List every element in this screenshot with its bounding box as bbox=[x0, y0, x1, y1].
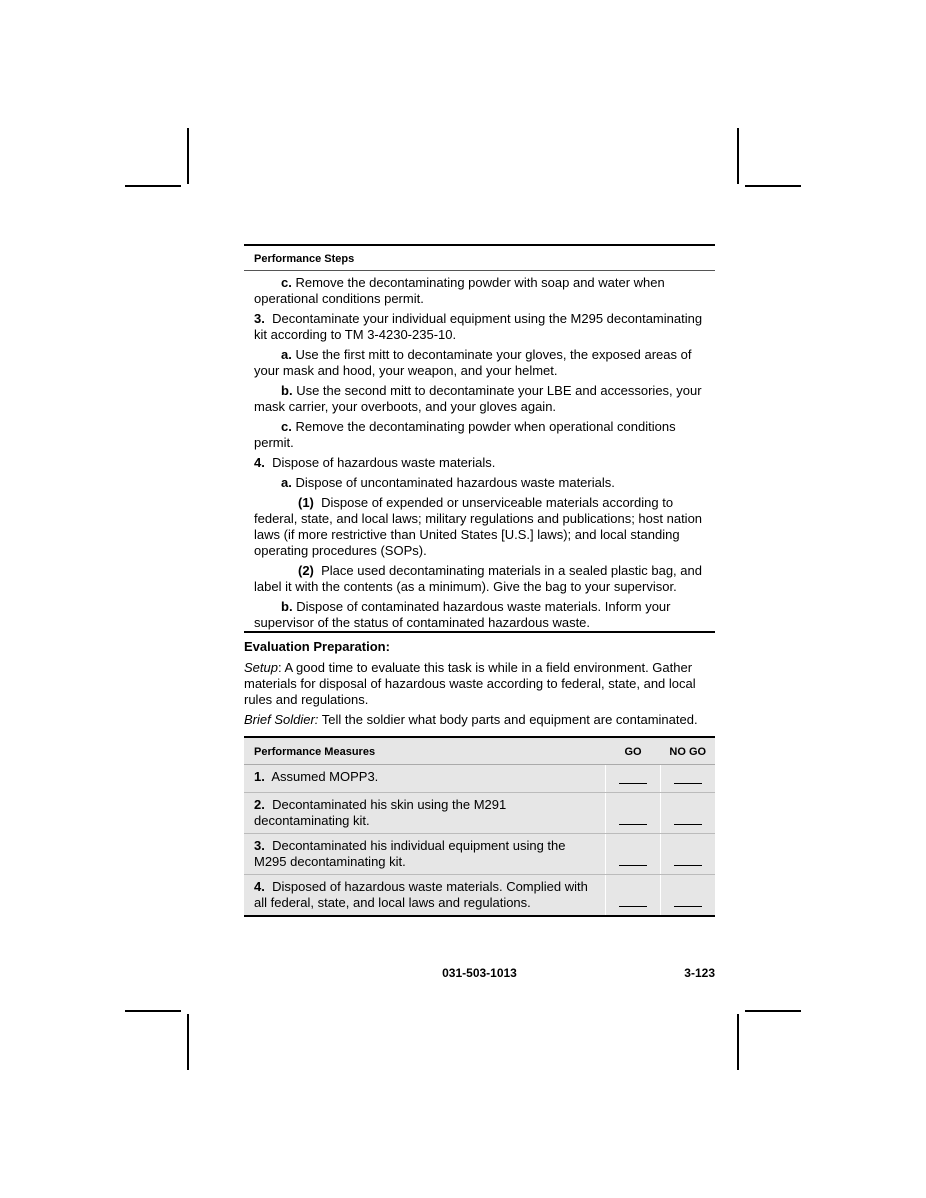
evaluation-brief-soldier: Brief Soldier: Tell the soldier what body parts and equipment are contaminated. bbox=[244, 712, 698, 727]
step-4: 4. Dispose of hazardous waste materials. bbox=[254, 455, 496, 470]
crop-mark-top-right-vertical bbox=[737, 128, 739, 184]
table-row bbox=[244, 765, 715, 793]
measure-text: 3. Decontaminated his individual equipment using the M295 decontaminating kit. bbox=[244, 834, 606, 875]
page-content bbox=[244, 244, 715, 917]
crop-mark-top-right-horizontal bbox=[745, 185, 801, 187]
go-blank[interactable] bbox=[606, 875, 661, 917]
performance-measures-header: Performance Measures bbox=[244, 737, 606, 765]
evaluation-setup: Setup: A good time to evaluate this task is while in a field environment. Gather materials for disposal of hazardous waste according to federal, state, and local rules and regulations. bbox=[244, 660, 696, 707]
nogo-header: NO GO bbox=[661, 737, 716, 765]
table-row bbox=[244, 834, 715, 875]
step-4a-1: (1) Dispose of expended or unserviceable materials according to federal, state, and local laws; military regulations and publications; host nation laws (if more restrictive than United States [U.S.] laws); and local standing operating procedures (SOPs). bbox=[254, 495, 703, 558]
page-number: 3-123 bbox=[684, 966, 715, 980]
go-blank[interactable] bbox=[606, 834, 661, 875]
nogo-blank[interactable] bbox=[661, 765, 716, 793]
crop-mark-bottom-left-horizontal bbox=[125, 1010, 181, 1012]
step-3c: c. Remove the decontaminating powder when operational conditions permit. bbox=[254, 419, 676, 450]
step-3a: a. Use the first mitt to decontaminate your gloves, the exposed areas of your mask and hood, your weapon, and your helmet. bbox=[254, 347, 692, 378]
go-blank[interactable] bbox=[606, 793, 661, 834]
performance-measures-table bbox=[244, 736, 715, 917]
measure-text: 4. Disposed of hazardous waste materials. Complied with all federal, state, and local laws and regulations. bbox=[254, 879, 588, 910]
performance-steps-header: Performance Steps bbox=[244, 244, 715, 271]
table-row bbox=[244, 793, 715, 834]
crop-mark-bottom-right-vertical bbox=[737, 1014, 739, 1070]
measure-text: 2. Decontaminated his skin using the M291 decontaminating kit. bbox=[244, 793, 606, 834]
evaluation-title: Evaluation Preparation: bbox=[244, 639, 390, 654]
nogo-blank[interactable] bbox=[661, 834, 716, 875]
step-4b: b. Dispose of contaminated hazardous waste materials. Inform your supervisor of the status of contaminated hazardous waste. bbox=[254, 599, 671, 630]
table-row bbox=[244, 875, 715, 917]
measure-text: 1. Assumed MOPP3. bbox=[244, 765, 606, 793]
go-header: GO bbox=[606, 737, 661, 765]
performance-steps bbox=[244, 271, 715, 631]
crop-mark-bottom-right-horizontal bbox=[745, 1010, 801, 1012]
step-4a-2: (2) Place used decontaminating materials in a sealed plastic bag, and label it with the contents (as a minimum). Give the bag to your supervisor. bbox=[254, 563, 702, 594]
nogo-blank[interactable] bbox=[661, 875, 716, 917]
crop-mark-top-left-horizontal bbox=[125, 185, 181, 187]
step-3b: b. Use the second mitt to decontaminate your LBE and accessories, your mask carrier, your overboots, and your gloves again. bbox=[254, 383, 702, 414]
evaluation-preparation bbox=[244, 631, 715, 728]
step-4a: a. Dispose of uncontaminated hazardous waste materials. bbox=[281, 475, 615, 490]
crop-mark-top-left-vertical bbox=[187, 128, 189, 184]
nogo-blank[interactable] bbox=[661, 793, 716, 834]
step-3: 3. Decontaminate your individual equipment using the M295 decontaminating kit according to TM 3-4230-235-10. bbox=[254, 311, 703, 342]
step-c-remove-powder: c. Remove the decontaminating powder with soap and water when operational conditions permit. bbox=[254, 275, 665, 306]
table-header-row bbox=[244, 737, 715, 765]
task-number: 031-503-1013 bbox=[442, 966, 517, 980]
go-blank[interactable] bbox=[606, 765, 661, 793]
crop-mark-bottom-left-vertical bbox=[187, 1014, 189, 1070]
